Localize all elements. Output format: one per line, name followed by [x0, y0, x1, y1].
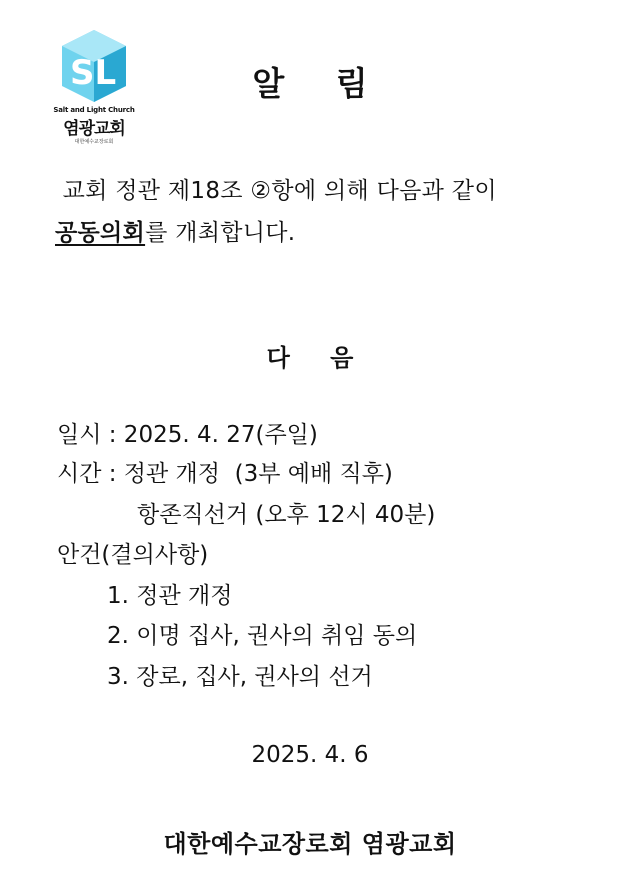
intro-line-2: 공동의회를 개최합니다. — [55, 220, 296, 246]
notice-title: 알 림 — [252, 64, 388, 103]
logo-english-name: Salt and Light Church — [53, 106, 135, 114]
logo-korean-name: 염광교회 — [63, 119, 125, 139]
meeting-name: 공동의회 — [55, 220, 146, 246]
issue-date: 2025. 4. 6 — [251, 742, 369, 768]
intro-paragraph — [55, 170, 595, 254]
time-line-election: 항존직선거 (오후 12시 40분) — [137, 502, 436, 528]
date-line: 일시 : 2025. 4. 27(주일) — [57, 422, 318, 448]
agenda-item-3: 3. 장로, 집사, 권사의 선거 — [107, 664, 373, 690]
logo-mark-text: SL — [70, 53, 117, 93]
agenda-item-2: 2. 이명 집사, 권사의 취임 동의 — [107, 623, 418, 649]
agenda-heading: 안건(결의사항) — [57, 542, 209, 568]
details-heading: 다 음 — [266, 344, 370, 372]
agenda-item-1: 1. 정관 개정 — [107, 583, 233, 609]
intro-line-1: 교회 정관 제18조 ②항에 의해 다음과 같이 — [62, 178, 497, 204]
issuer-name: 대한예수교장로회 염광교회 — [163, 830, 457, 858]
time-line: 시간 : 정관 개정 (3부 예배 직후) — [57, 461, 393, 487]
logo-denomination: 대한예수교장로회 — [74, 139, 114, 145]
